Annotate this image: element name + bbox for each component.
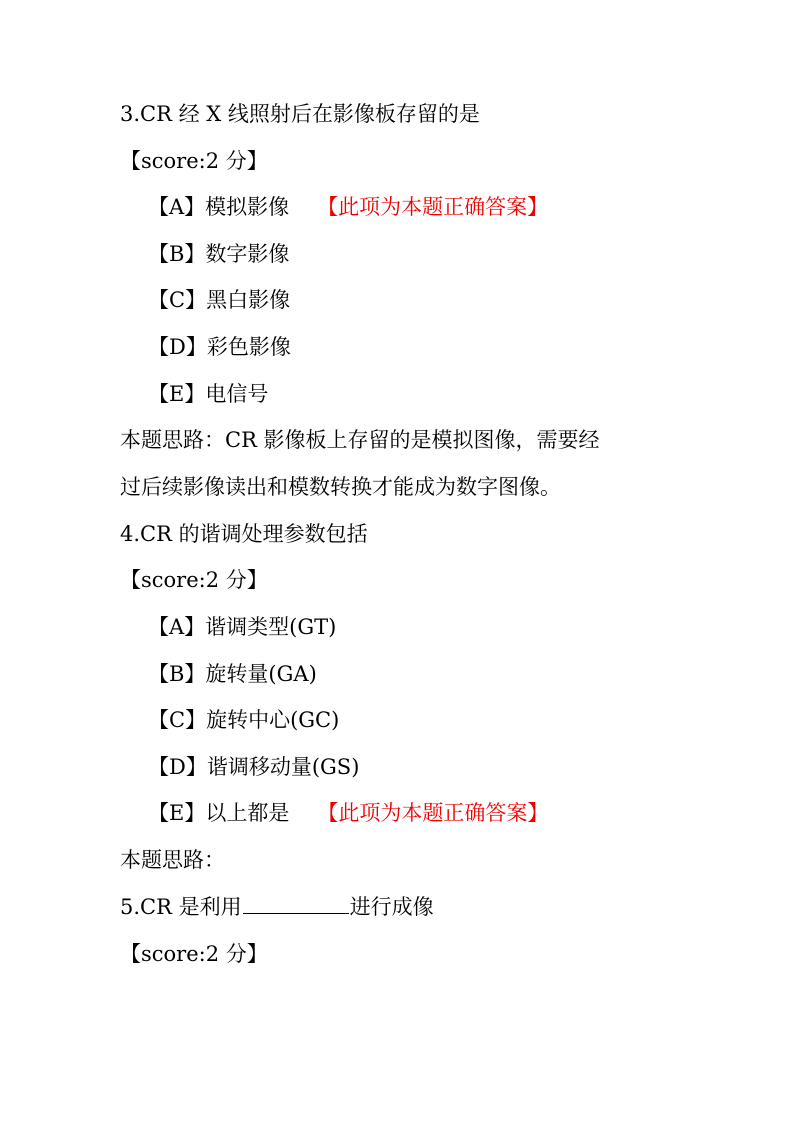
question-5-stem xyxy=(120,893,434,921)
question-3-option-e: 【E】电信号 xyxy=(148,382,269,406)
question-4-stem: 4.CR 的谐调处理参数包括 xyxy=(120,522,368,546)
question-5-score: 【score:2 分】 xyxy=(120,942,268,966)
correct-answer-mark: 【此项为本题正确答案】 xyxy=(317,195,549,219)
question-3-option-b: 【B】数字影像 xyxy=(148,242,290,266)
stem-text-before: 5.CR 是利用 xyxy=(120,895,242,919)
stem-text-after: 进行成像 xyxy=(349,895,434,919)
question-4-score: 【score:2 分】 xyxy=(120,568,268,592)
fill-in-blank xyxy=(243,893,349,914)
question-3-stem: 3.CR 经 X 线照射后在影像板存留的是 xyxy=(120,102,480,126)
option-label: 【E】以上都是 xyxy=(148,801,290,825)
question-3-option-a xyxy=(148,193,548,221)
question-4-option-a: 【A】谐调类型(GT) xyxy=(148,615,337,639)
question-4-option-c: 【C】旋转中心(GC) xyxy=(148,708,340,732)
option-label: 【A】模拟影像 xyxy=(148,195,290,219)
question-3-option-c: 【C】黑白影像 xyxy=(148,288,291,312)
correct-answer-mark: 【此项为本题正确答案】 xyxy=(317,801,549,825)
question-4-option-b: 【B】旋转量(GA) xyxy=(148,662,317,686)
question-4-option-d: 【D】谐调移动量(GS) xyxy=(148,755,360,779)
question-3-score: 【score:2 分】 xyxy=(120,149,268,173)
question-4-option-e xyxy=(148,799,548,827)
question-3-analysis-line-2: 过后续影像读出和模数转换才能成为数字图像。 xyxy=(120,475,561,499)
question-3-option-d: 【D】彩色影像 xyxy=(148,335,291,359)
question-3-analysis-line-1: 本题思路：CR 影像板上存留的是模拟图像，需要经 xyxy=(120,428,600,452)
question-4-analysis: 本题思路： xyxy=(120,848,225,872)
